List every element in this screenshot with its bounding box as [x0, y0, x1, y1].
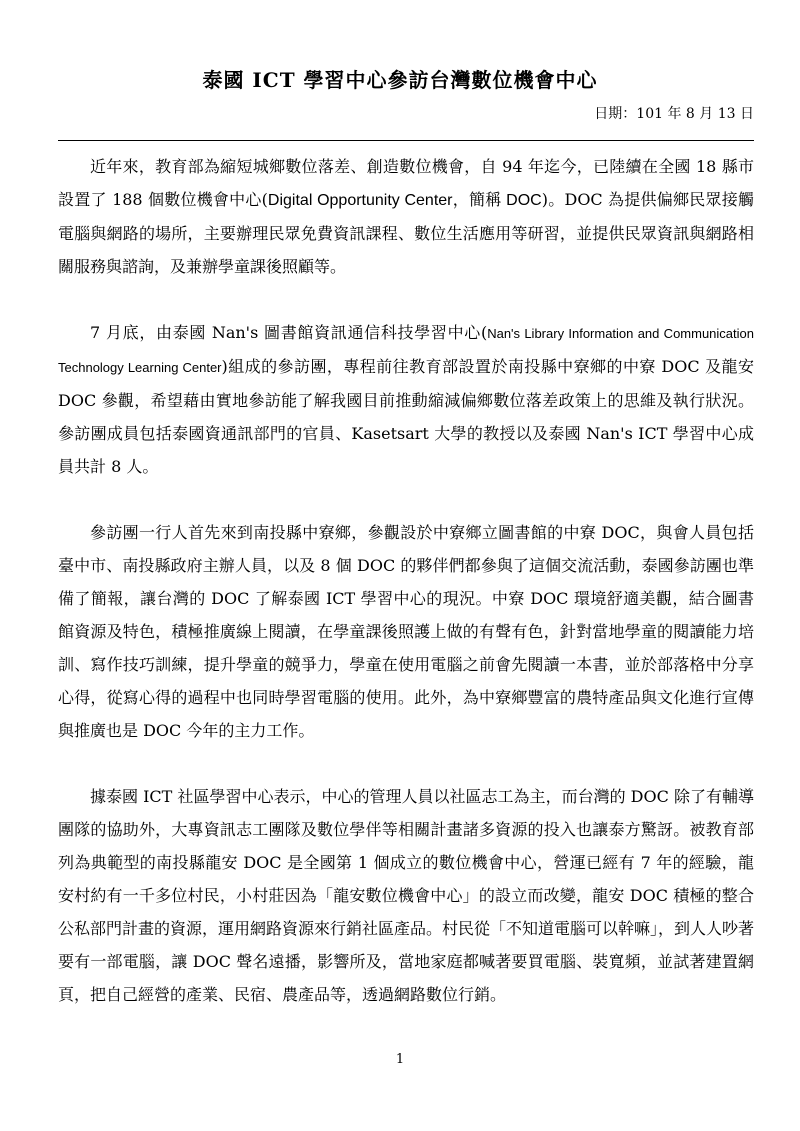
document-date: 日期：101 年 8 月 13 日 [594, 106, 754, 122]
document-title: 泰國 ICT 學習中心參訪台灣數位機會中心 [202, 68, 598, 92]
paragraph-text: 7 月底，由泰國 Nan's 圖書館資訊通信科技學習中心( [90, 323, 488, 342]
paragraph-3: 參訪團一行人首先來到南投縣中寮鄉，參觀設於中寮鄉立圖書館的中寮 DOC，與會人員包括臺中市、南投縣政府主辦人員，以及 8 個 DOC 的夥伴們都參與了這個交流活動，泰國參訪團也準備了簡報，讓台灣的 DOC 了解泰國 ICT 學習中心的現況。中寮 DOC 環境舒適美觀，結合圖書館資源及特色，積極推廣線上閱讀，在學童課後照護上做的有聲有色，針對當地學童的閱讀能力培訓、寫作技巧訓練，提升學童的競爭力，學童在使用電腦之前會先閱讀一本書，並於部落格中分享心得，從寫心得的過程中也同時學習電腦的使用。此外，為中寮鄉豐富的農特產品與文化進行宣傳與推廣也是 DOC 今年的主力工作。 [58, 523, 754, 740]
paragraph-english-term: Digital Opportunity Center，簡稱 DOC [267, 192, 542, 209]
header-divider [58, 140, 754, 141]
paragraph-1 [58, 150, 754, 283]
page-number: 1 [395, 1052, 405, 1067]
paragraph-text: 近年來，教育部為縮短城鄉數位落差、創造數位機會，自 94 年迄今，已陸續在全國 18 縣市設置了 188 個數位機會中心( [58, 157, 754, 209]
document-body [58, 150, 754, 1044]
paragraph-2 [58, 316, 754, 483]
paragraph-4: 據泰國 ICT 社區學習中心表示，中心的管理人員以社區志工為主，而台灣的 DOC 除了有輔導團隊的協助外，大專資訊志工團隊及數位學伴等相關計畫諸多資源的投入也讓泰方驚訝。被教育部列為典範型的南投縣龍安 DOC 是全國第 1 個成立的數位機會中心，營運已經有 7 年的經驗，龍安村約有一千多位村民，小村莊因為「龍安數位機會中心」的設立而改變，龍安 DOC 積極的整合公私部門計畫的資源，運用網路資源來行銷社區產品。村民從「不知道電腦可以幹嘛」，到人人吵著要有一部電腦，讓 DOC 聲名遠播，影響所及，當地家庭都喊著要買電腦、裝寬頻，並試著建置網頁，把自己經營的產業、民宿、農產品等，透過網路數位行銷。 [58, 787, 755, 1004]
paragraph-english-term: Nan's Library Information and Communication Technology Learning Center [58, 326, 754, 375]
paragraph-text: )組成的參訪團，專程前往教育部設置於南投縣中寮鄉的中寮 DOC 及龍安 DOC 參觀，希望藉由實地參訪能了解我國目前推動縮減偏鄉數位落差政策上的思維及執行狀況。參訪團成員包括泰國資通訊部門的官員、Kasetsart 大學的教授以及泰國 Nan's ICT 學習中心成員共計 8 人。 [58, 357, 755, 476]
paragraph-text: )。DOC 為提供偏鄉民眾接觸電腦與網路的場所，主要辦理民眾免費資訊課程、數位生活應用等研習，並提供民眾資訊與網路相關服務與諮詢，及兼辦學童課後照顧等。 [58, 190, 754, 276]
